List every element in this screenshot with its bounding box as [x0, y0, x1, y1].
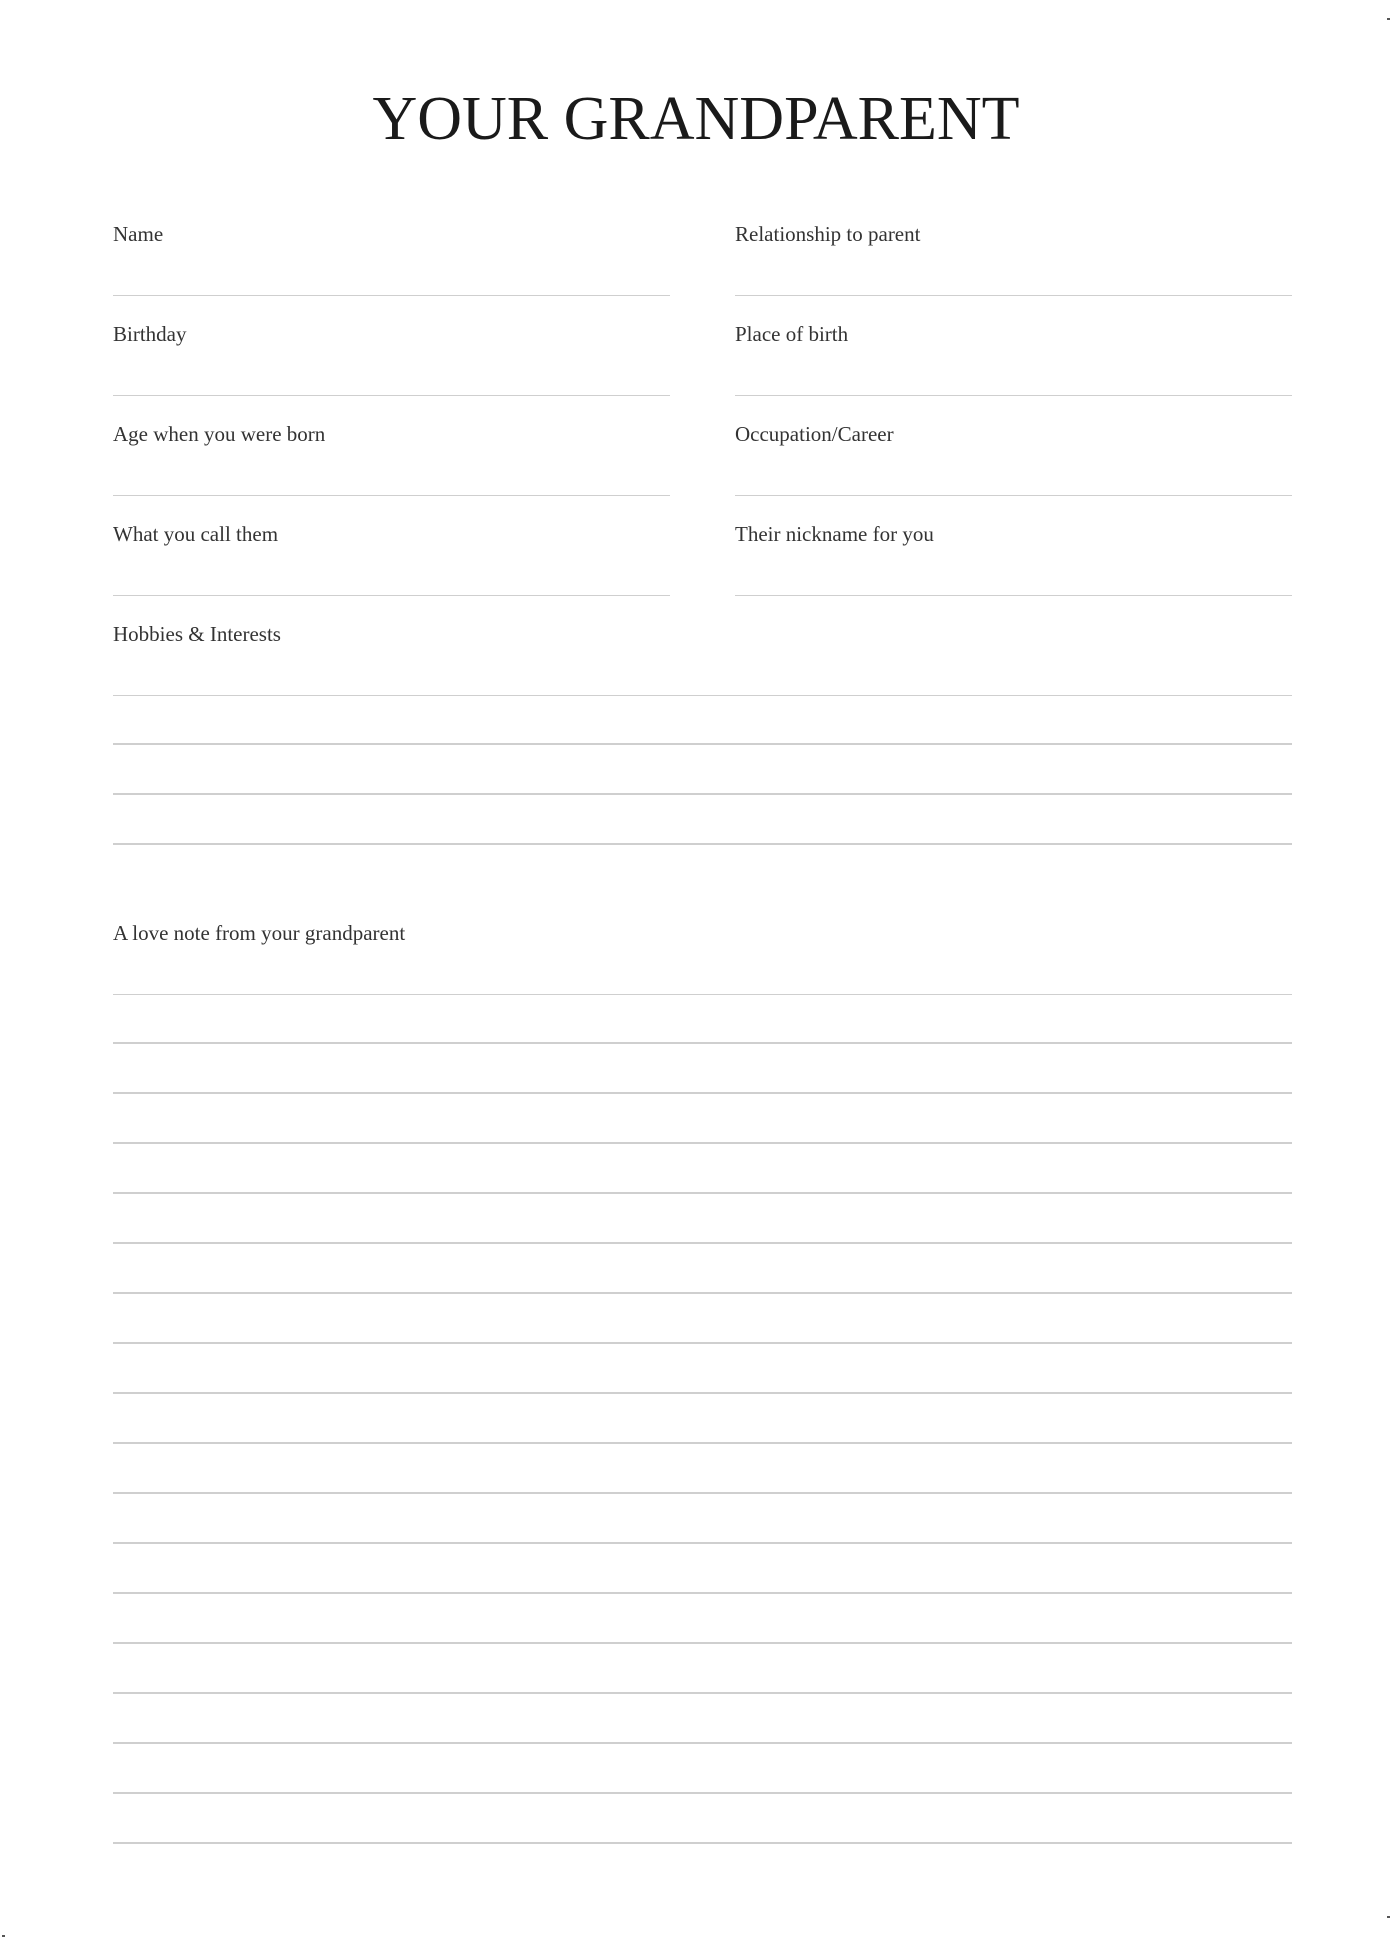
love-note-label: A love note from your grandparent	[113, 921, 406, 945]
love-note-writing-line[interactable]	[113, 1542, 1292, 1544]
place-of-birth-label: Place of birth	[735, 322, 849, 346]
love-note-writing-line[interactable]	[113, 1242, 1292, 1244]
love-note-writing-line[interactable]	[113, 1392, 1292, 1394]
what-you-call-them-label: What you call them	[113, 522, 279, 546]
love-note-writing-line[interactable]	[113, 1642, 1292, 1644]
hobbies-writing-line[interactable]	[113, 793, 1292, 795]
love-note-writing-line[interactable]	[113, 1042, 1292, 1044]
page-title: YOUR GRANDPARENT	[372, 85, 1020, 153]
love-note-writing-line[interactable]	[113, 1142, 1292, 1144]
hobbies-line	[113, 695, 1292, 697]
love-note-writing-line[interactable]	[113, 1492, 1292, 1494]
love-note-writing-line[interactable]	[113, 1342, 1292, 1344]
love-note-field[interactable]	[113, 895, 1292, 995]
love-note-writing-line[interactable]	[113, 1692, 1292, 1694]
love-note-line	[113, 994, 1292, 996]
birthday-label: Birthday	[113, 322, 187, 346]
love-note-writing-line[interactable]	[113, 1842, 1292, 1844]
age-when-born-field[interactable]	[113, 396, 670, 496]
nickname-field[interactable]	[735, 496, 1292, 596]
occupation-label: Occupation/Career	[735, 422, 894, 446]
love-note-writing-line[interactable]	[113, 1292, 1292, 1294]
relationship-field[interactable]	[735, 196, 1292, 296]
relationship-label: Relationship to parent	[735, 222, 921, 246]
love-note-writing-line[interactable]	[113, 1092, 1292, 1094]
hobbies-writing-line[interactable]	[113, 743, 1292, 745]
hobbies-label: Hobbies & Interests	[113, 622, 281, 646]
occupation-field[interactable]	[735, 396, 1292, 496]
name-field[interactable]	[113, 196, 670, 296]
crop-mark	[2, 1935, 5, 1937]
age-when-born-label: Age when you were born	[113, 422, 326, 446]
crop-mark	[1387, 1916, 1390, 1918]
love-note-writing-line[interactable]	[113, 1742, 1292, 1744]
love-note-writing-line[interactable]	[113, 1192, 1292, 1194]
hobbies-writing-line[interactable]	[113, 843, 1292, 845]
crop-mark	[1387, 18, 1390, 20]
love-note-writing-line[interactable]	[113, 1792, 1292, 1794]
hobbies-field[interactable]	[113, 596, 1292, 696]
name-label: Name	[113, 222, 164, 246]
what-you-call-them-field[interactable]	[113, 496, 670, 596]
place-of-birth-field[interactable]	[735, 296, 1292, 396]
love-note-writing-line[interactable]	[113, 1592, 1292, 1594]
birthday-field[interactable]	[113, 296, 670, 396]
love-note-writing-line[interactable]	[113, 1442, 1292, 1444]
nickname-label: Their nickname for you	[735, 522, 934, 546]
